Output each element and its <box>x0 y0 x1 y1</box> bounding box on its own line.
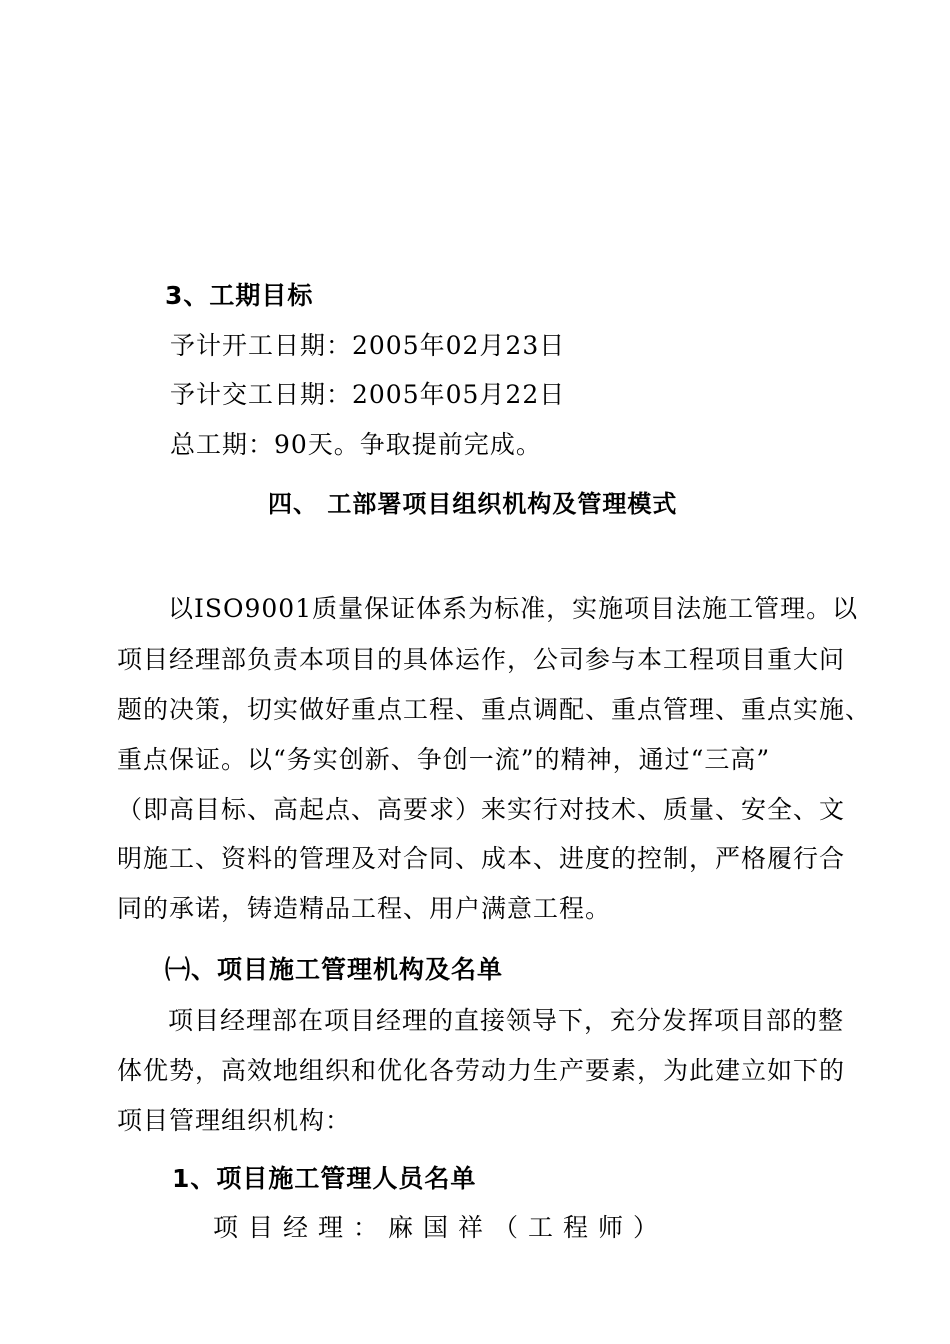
end-date-line: 予计交工日期：2005年05月22日 <box>170 380 566 409</box>
paragraph-line: 题的决策，切实做好重点工程、重点调配、重点管理、重点实施、 <box>117 695 872 724</box>
paragraph-line: 重点保证。以“务实创新、争创一流”的精神，通过“三高” <box>117 745 771 774</box>
paragraph-line: 以ISO9001质量保证体系为标准，实施项目法施工管理。以 <box>168 594 859 623</box>
staff-entry: 项目经理：麻国祥（工程师） <box>213 1213 669 1242</box>
paragraph-line: 体优势，高效地组织和优化各劳动力生产要素，为此建立如下的 <box>117 1056 846 1085</box>
paragraph-line: 明施工、资料的管理及对合同、成本、进度的控制，严格履行合 <box>117 844 846 873</box>
total-duration-line: 总工期：90天。争取提前完成。 <box>170 430 542 459</box>
schedule-heading: 3、工期目标 <box>165 281 314 310</box>
paragraph-line: （即高目标、高起点、高要求）来实行对技术、质量、安全、文 <box>117 795 846 824</box>
paragraph-line: 同的承诺，铸造精品工程、用户满意工程。 <box>117 894 612 923</box>
section-four-heading: 四、 工部署项目组织机构及管理模式 <box>268 490 678 518</box>
paragraph-line: 项目经理部在项目经理的直接领导下，充分发挥项目部的整 <box>168 1006 845 1035</box>
subsection-one-heading: ㈠、项目施工管理机构及名单 <box>165 955 504 984</box>
paragraph-line: 项目经理部负责本项目的具体运作，公司参与本工程项目重大问 <box>117 645 846 674</box>
staff-list-heading: 1、项目施工管理人员名单 <box>172 1164 477 1193</box>
start-date-line: 予计开工日期：2005年02月23日 <box>170 331 566 360</box>
paragraph-line: 项目管理组织机构： <box>117 1106 352 1135</box>
